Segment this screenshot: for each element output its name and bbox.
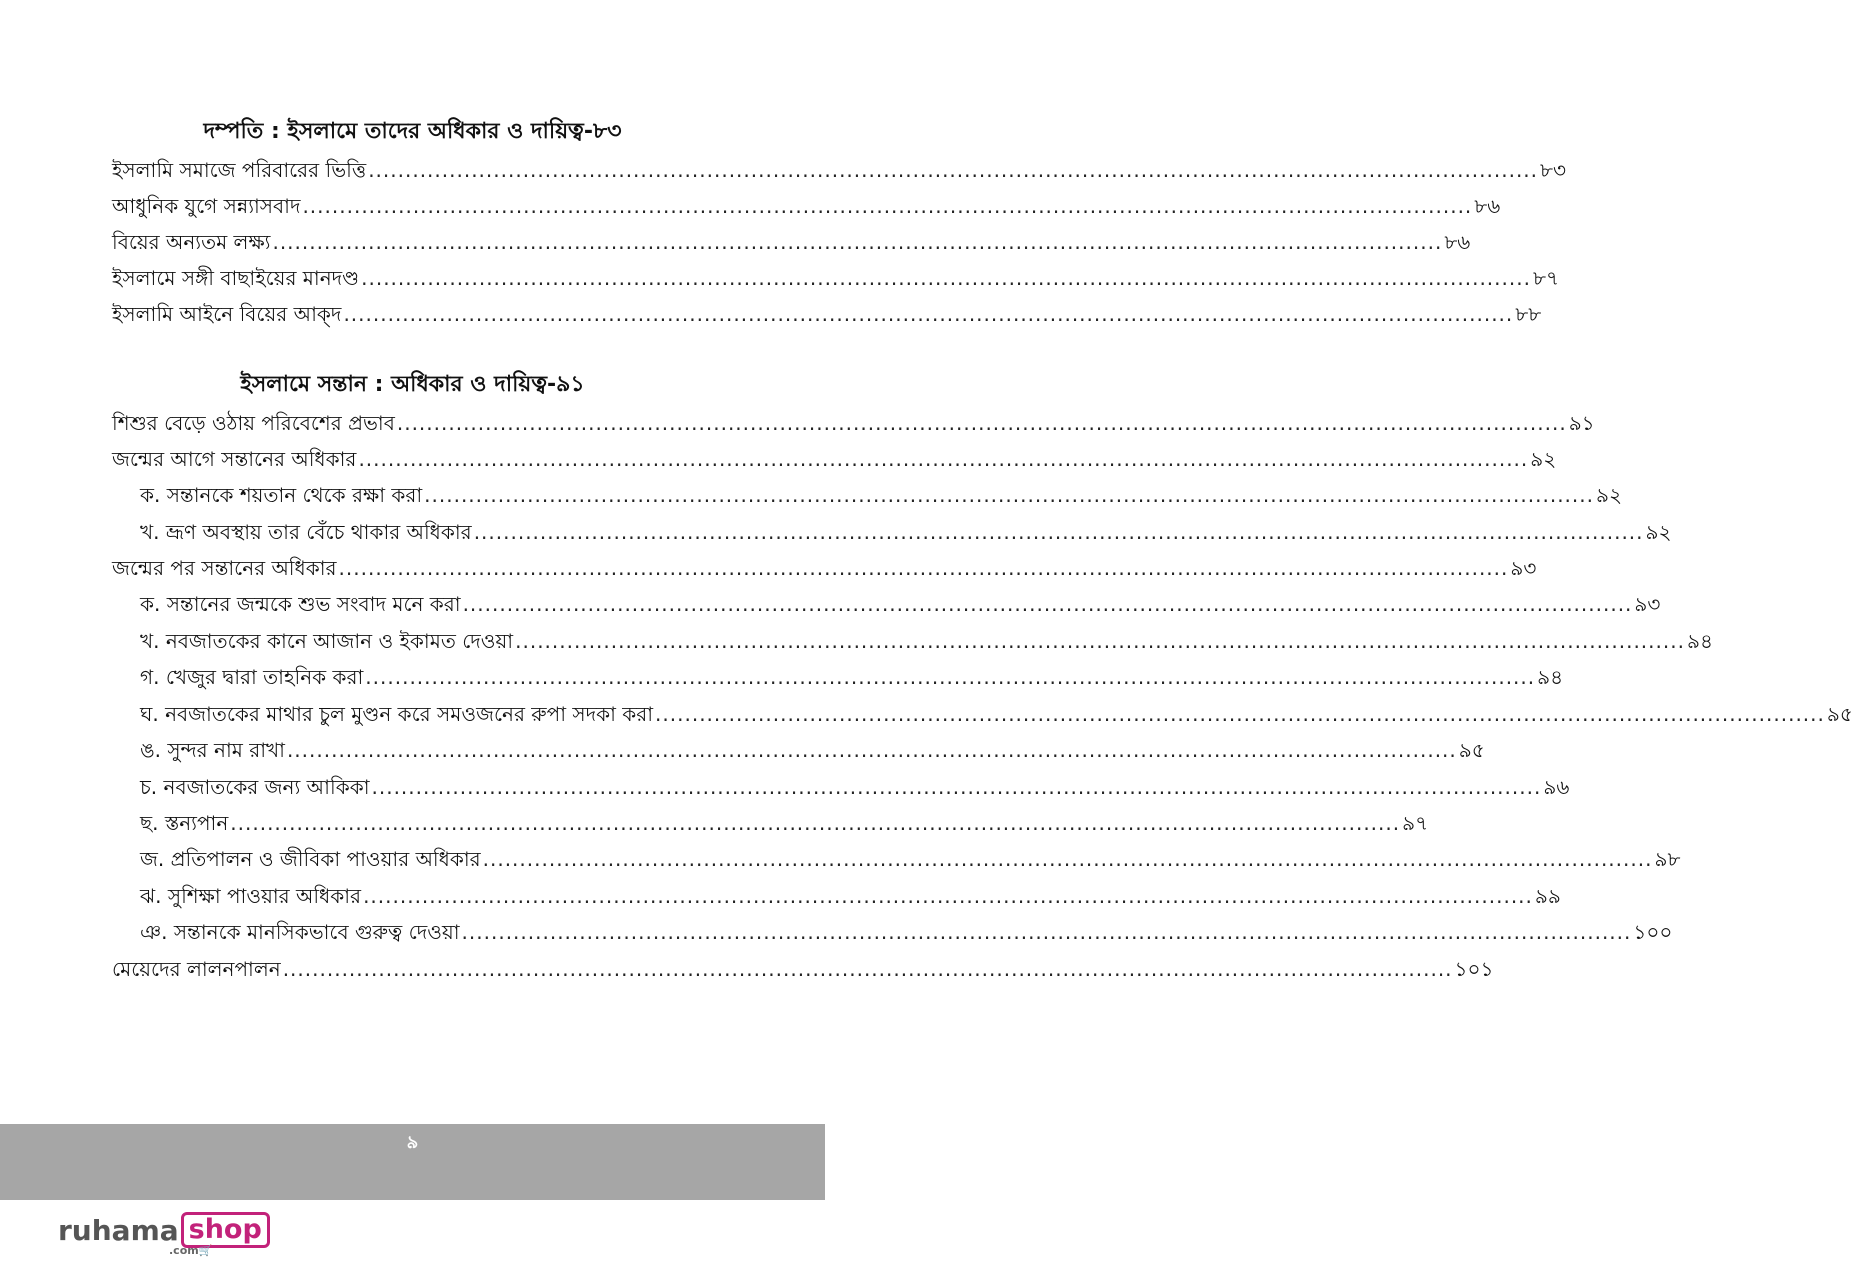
toc-entry[interactable] bbox=[112, 227, 1471, 257]
ruhamashop-logo bbox=[58, 1210, 270, 1260]
toc-entry-label: ঘ. নবজাতকের মাথার চুল মুণ্ডন করে সমওজনের রুপা সদকা করা bbox=[140, 702, 654, 726]
toc-leader-dots bbox=[272, 227, 1442, 257]
toc-subentry[interactable] bbox=[140, 517, 1672, 547]
toc-leader-dots bbox=[462, 917, 1632, 947]
toc-entry-page: ৯৪ bbox=[1537, 665, 1564, 689]
toc-subentry[interactable] bbox=[140, 662, 1564, 692]
toc-entry-label: ইসলামে সঙ্গী বাছাইয়ের মানদণ্ড bbox=[112, 266, 360, 290]
toc-entry-page: ৮৬ bbox=[1474, 194, 1501, 218]
toc-entry-label: জন্মের আগে সন্তানের অধিকার bbox=[112, 447, 357, 471]
toc-entry-label: ইসলামি সমাজে পরিবারের ভিত্তি bbox=[112, 158, 367, 182]
toc-entry-page: ১০০ bbox=[1633, 920, 1673, 944]
toc-entry-page: ৯৩ bbox=[1634, 592, 1661, 616]
toc-entry[interactable] bbox=[112, 263, 1559, 293]
toc-entry[interactable] bbox=[112, 408, 1595, 438]
toc-entry-label: খ. ভ্রূণ অবস্থায় তার বেঁচে থাকার অধিকার bbox=[140, 520, 472, 544]
toc-subentry[interactable] bbox=[140, 844, 1681, 874]
toc-entry[interactable] bbox=[112, 553, 1537, 583]
toc-leader-dots bbox=[655, 699, 1825, 729]
toc-entry-page: ৯৭ bbox=[1402, 811, 1429, 835]
toc-entry-page: ৯৮ bbox=[1654, 847, 1681, 871]
toc-leader-dots bbox=[474, 517, 1644, 547]
toc-leader-dots bbox=[365, 662, 1535, 692]
toc-entry-label: গ. খেজুর দ্বারা তাহনিক করা bbox=[140, 665, 364, 689]
toc-entry-page: ৯৫ bbox=[1826, 702, 1853, 726]
toc-leader-dots bbox=[372, 772, 1542, 802]
toc-subentry[interactable] bbox=[140, 881, 1561, 911]
toc-leader-dots bbox=[368, 155, 1538, 185]
toc-subentry[interactable] bbox=[140, 626, 1713, 656]
logo-com-text bbox=[169, 1244, 212, 1257]
toc-leader-dots bbox=[424, 480, 1594, 510]
toc-leader-dots bbox=[361, 263, 1531, 293]
toc-subentry[interactable] bbox=[140, 735, 1485, 765]
toc-leader-dots bbox=[463, 589, 1633, 619]
logo-shop-box bbox=[181, 1212, 270, 1248]
toc-entry-label: আধুনিক যুগে সন্ন্যাসবাদ bbox=[112, 194, 301, 218]
toc-entry-page: ৯৫ bbox=[1458, 738, 1485, 762]
toc-entry-label: ক. সন্তানকে শয়তান থেকে রক্ষা করা bbox=[140, 483, 423, 507]
cart-icon: 🛒 bbox=[198, 1244, 213, 1257]
toc-entry-label: জ. প্রতিপালন ও জীবিকা পাওয়ার অধিকার bbox=[140, 847, 481, 871]
toc-entry-label: ঞ. সন্তানকে মানসিকভাবে গুরুত্ব দেওয়া bbox=[140, 920, 460, 944]
toc-leader-dots bbox=[515, 626, 1685, 656]
toc-entry-label: জন্মের পর সন্তানের অধিকার bbox=[112, 556, 337, 580]
logo-shop-text: shop bbox=[188, 1214, 262, 1245]
section-title-children: ইসলামে সন্তান : অধিকার ও দায়িত্ব-৯১ bbox=[240, 372, 585, 397]
toc-entry[interactable] bbox=[112, 191, 1501, 221]
toc-entry-label: মেয়েদের লালনপালন bbox=[112, 957, 281, 981]
toc-subentry[interactable] bbox=[140, 917, 1673, 947]
toc-leader-dots bbox=[343, 299, 1513, 329]
section-title-spouses: দম্পতি : ইসলামে তাদের অধিকার ও দায়িত্ব-৮৩ bbox=[203, 119, 622, 144]
toc-entry-label: ক. সন্তানের জন্মকে শুভ সংবাদ মনে করা bbox=[140, 592, 461, 616]
toc-entry-page: ৯৬ bbox=[1543, 775, 1570, 799]
toc-leader-dots bbox=[397, 408, 1567, 438]
toc-entry-page: ৯৩ bbox=[1510, 556, 1537, 580]
toc-entry[interactable] bbox=[112, 444, 1557, 474]
toc-entry-label: বিয়ের অন্যতম লক্ষ্য bbox=[112, 230, 271, 254]
toc-entry-label: খ. নবজাতকের কানে আজান ও ইকামত দেওয়া bbox=[140, 629, 514, 653]
toc-leader-dots bbox=[339, 553, 1509, 583]
logo-ruhama-text: ruhama bbox=[58, 1214, 179, 1247]
toc-entry-page: ৯২ bbox=[1596, 483, 1622, 507]
toc-leader-dots bbox=[287, 735, 1457, 765]
toc-entry-page: ৯৯ bbox=[1534, 884, 1561, 908]
toc-entry-page: ৮৮ bbox=[1515, 302, 1542, 326]
toc-leader-dots bbox=[483, 844, 1653, 874]
toc-leader-dots bbox=[358, 444, 1528, 474]
toc-entry-page: ১০১ bbox=[1454, 957, 1494, 981]
toc-entry-page: ৯২ bbox=[1645, 520, 1672, 544]
toc-entry-label: ইসলামি আইনে বিয়ের আক্‌দ bbox=[112, 302, 342, 326]
toc-entry-label: চ. নবজাতকের জন্য আকিকা bbox=[140, 775, 370, 799]
toc-entry-label: ঝ. সুশিক্ষা পাওয়ার অধিকার bbox=[140, 884, 362, 908]
toc-entry-label: ছ. স্তন্যপান bbox=[140, 811, 229, 835]
toc-entry-page: ৯২ bbox=[1530, 447, 1557, 471]
toc-subentry[interactable] bbox=[140, 772, 1570, 802]
page-number: ৯ bbox=[406, 1132, 419, 1153]
toc-subentry[interactable] bbox=[140, 589, 1661, 619]
toc-entry-label: ঙ. সুন্দর নাম রাখা bbox=[140, 738, 285, 762]
toc-entry[interactable] bbox=[112, 299, 1542, 329]
toc-leader-dots bbox=[230, 808, 1400, 838]
toc-entry[interactable] bbox=[112, 954, 1494, 984]
toc-entry-page: ৯৪ bbox=[1686, 629, 1713, 653]
toc-subentry[interactable] bbox=[140, 480, 1622, 510]
toc-entry-page: ৮৩ bbox=[1540, 158, 1567, 182]
toc-leader-dots bbox=[363, 881, 1533, 911]
toc-entry-page: ৮৬ bbox=[1444, 230, 1471, 254]
toc-subentry[interactable] bbox=[140, 699, 1853, 729]
toc-entry-label: শিশুর বেড়ে ওঠায় পরিবেশের প্রভাব bbox=[112, 411, 395, 435]
toc-leader-dots bbox=[283, 954, 1453, 984]
toc-subentry[interactable] bbox=[140, 808, 1429, 838]
toc-entry-page: ৯১ bbox=[1568, 411, 1595, 435]
toc-entry[interactable] bbox=[112, 155, 1567, 185]
toc-leader-dots bbox=[302, 191, 1472, 221]
toc-entry-page: ৮৭ bbox=[1532, 266, 1559, 290]
logo-com-label: .com bbox=[169, 1244, 199, 1257]
